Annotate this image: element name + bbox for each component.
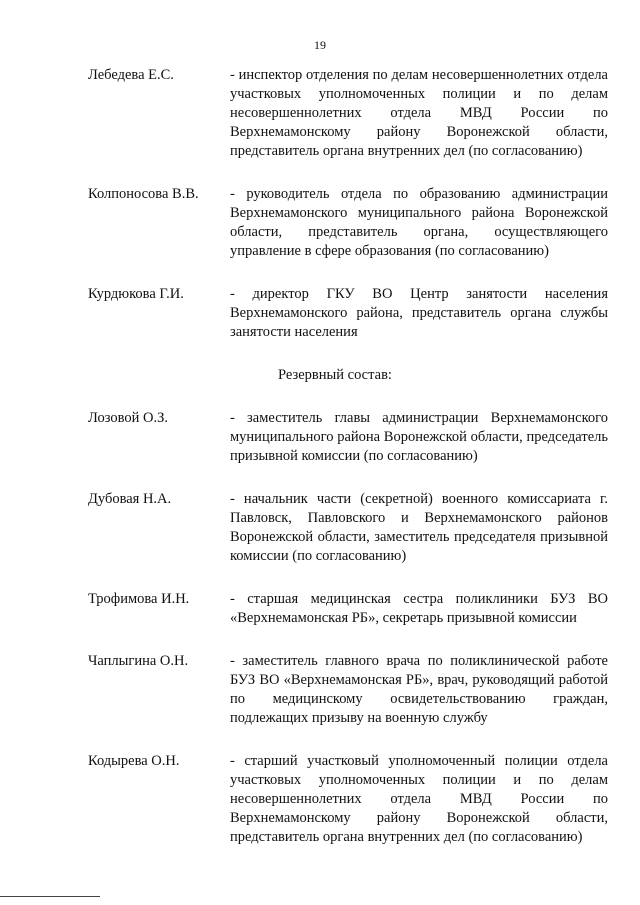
reserve-member-entry	[88, 752, 608, 847]
member-name: Лебедева Е.С.	[88, 67, 174, 83]
member-position: - начальник части (секретной) военного комиссариата г. Павловск, Павловского и Верхнемамонского районов Воронежской области, заместитель председателя призывной комиссии (по согласованию)	[230, 491, 608, 564]
commission-list	[88, 66, 608, 847]
member-position: - директор ГКУ ВО Центр занятости населения Верхнемамонского района, представитель органа службы занятости населения	[230, 286, 608, 340]
member-position: - руководитель отдела по образованию администрации Верхнемамонского муниципального района Воронежской области, представитель органа, осуществляющего управление в сфере образования (по согласованию)	[230, 186, 608, 259]
member-name: Трофимова И.Н.	[88, 591, 190, 607]
member-name: Чаплыгина О.Н.	[88, 653, 189, 669]
member-position: - инспектор отделения по делам несовершеннолетних отдела участковых уполномоченных полиции и по делам несовершеннолетних отдела МВД России по Верхнемамонскому району Воронежской области, представитель органа внутренних дел (по согласованию)	[230, 67, 608, 159]
member-position: - заместитель главного врача по поликлинической работе БУЗ ВО «Верхнемамонская РБ», врач, руководящий работой по медицинскому освидетельствованию граждан, подлежащих призыву на военную службу	[230, 653, 608, 726]
member-position: - старший участковый уполномоченный полиции отдела участковых уполномоченных полиции и по делам несовершеннолетних отдела МВД России по Верхнемамонскому району Воронежской области, представитель органа внутренних дел (по согласованию)	[230, 753, 608, 845]
member-entry	[88, 285, 608, 342]
member-position: - старшая медицинская сестра поликлиники БУЗ ВО «Верхнемамонская РБ», секретарь призывной комиссии	[230, 591, 608, 626]
member-entry	[88, 185, 608, 261]
reserve-member-entry	[88, 490, 608, 566]
reserve-section-title: Резервный состав:	[278, 367, 392, 383]
member-name: Дубовая Н.А.	[88, 491, 172, 507]
member-position: - заместитель главы администрации Верхнемамонского муниципального района Воронежской области, председатель призывной комиссии (по согласованию)	[230, 410, 608, 464]
reserve-member-entry	[88, 409, 608, 466]
reserve-member-entry	[88, 590, 608, 628]
reserve-member-entry	[88, 652, 608, 728]
member-name: Лозовой О.З.	[88, 410, 168, 426]
footnote-divider	[0, 896, 100, 897]
member-name: Колпоносова В.В.	[88, 186, 199, 202]
page-number: 19	[314, 38, 326, 52]
member-entry	[88, 66, 608, 161]
member-name: Кодырева О.Н.	[88, 753, 180, 769]
member-name: Курдюкова Г.И.	[88, 286, 184, 302]
